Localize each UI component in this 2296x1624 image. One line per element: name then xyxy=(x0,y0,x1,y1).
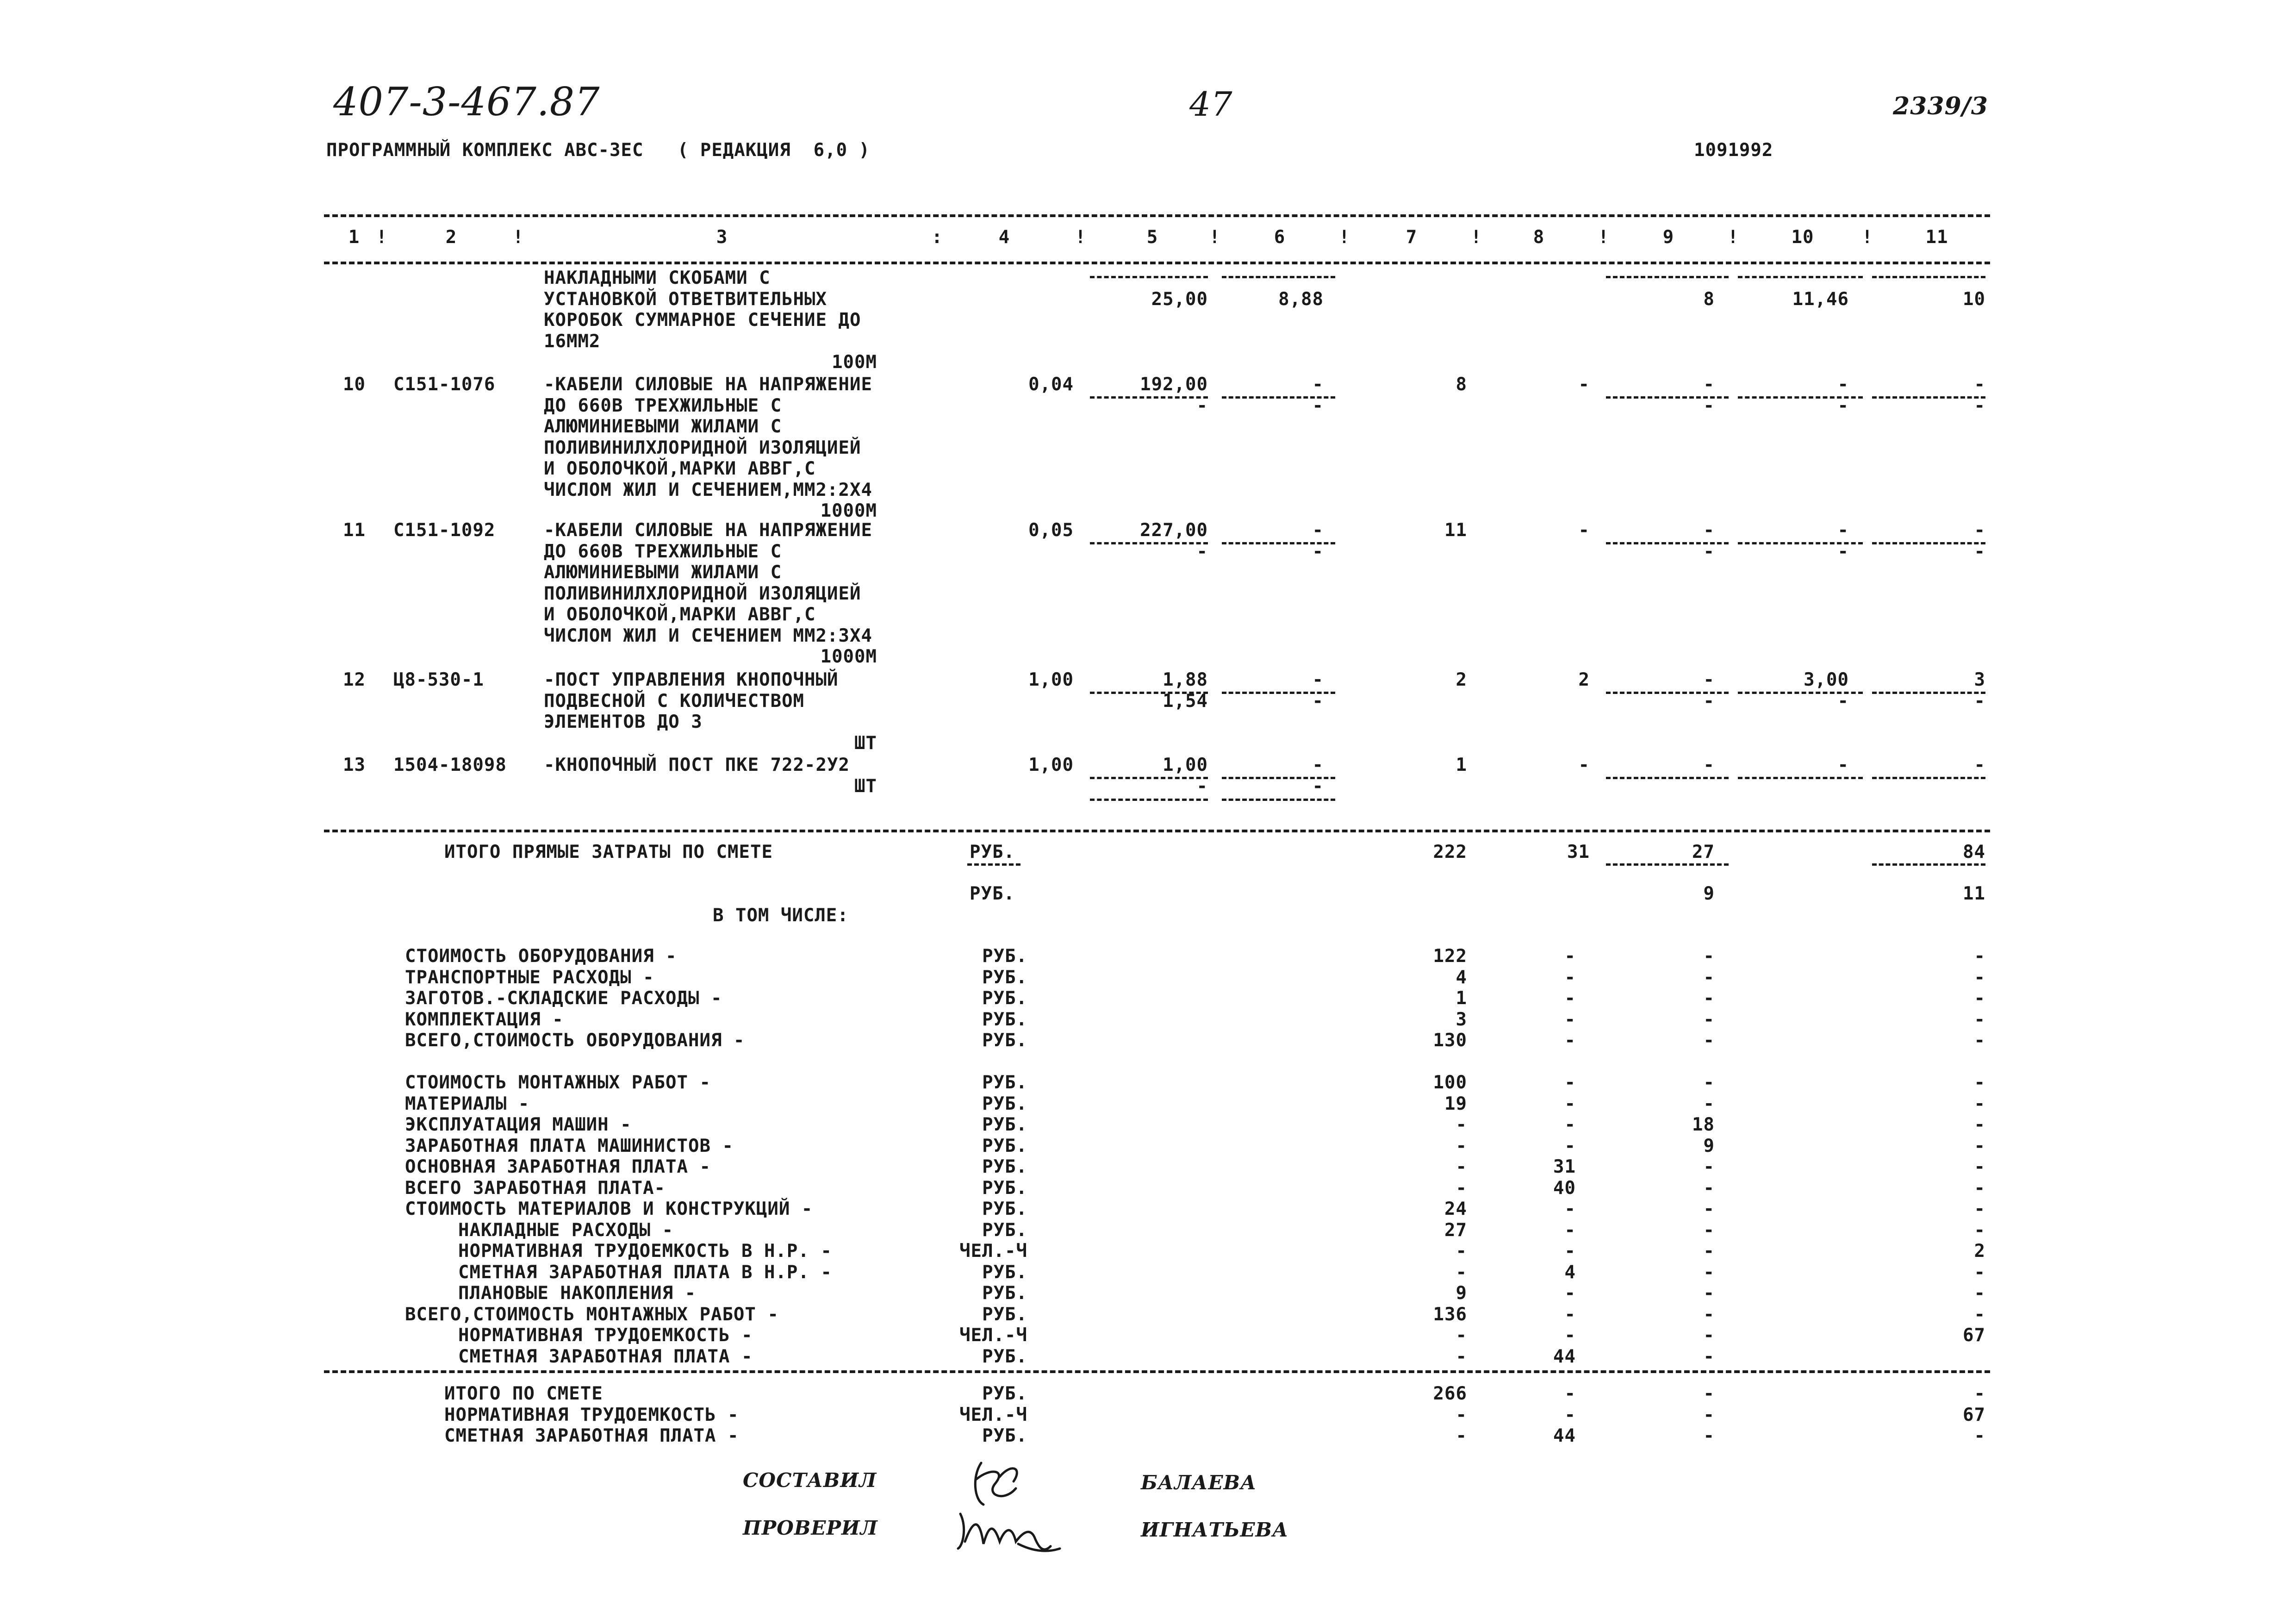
item-subvalue-c6: - xyxy=(1312,690,1324,712)
item-unit: 1000М xyxy=(820,646,877,667)
item-subvalue-c11: - xyxy=(1974,541,1985,562)
totals-value-c7: - xyxy=(1456,1425,1467,1446)
totals-value-c8: 44 xyxy=(1553,1425,1576,1446)
breakdown-value-c7: - xyxy=(1456,1135,1467,1156)
breakdown-value-c7: - xyxy=(1456,1241,1467,1262)
breakdown-value-c9: - xyxy=(1703,1030,1715,1051)
breakdown-value-c8: - xyxy=(1564,1030,1576,1051)
item-number: 10 xyxy=(343,374,366,395)
item-value-c10: 11,46 xyxy=(1792,288,1849,310)
breakdown-value-c11: - xyxy=(1974,1262,1985,1283)
breakdown-value-c9: - xyxy=(1703,1177,1715,1199)
item-subvalue-c5: - xyxy=(1196,541,1208,562)
breakdown-value-c11: - xyxy=(1974,1177,1985,1199)
breakdown-value-c9: - xyxy=(1703,1199,1715,1219)
column-header-3: 3 xyxy=(716,227,728,248)
checked-by-name: ИГНАТЬЕВА xyxy=(1141,1518,1289,1541)
item-value-c6: 8,88 xyxy=(1278,288,1324,310)
direct-costs-c9: 27 xyxy=(1692,842,1715,862)
totals-value-c8: - xyxy=(1564,1383,1576,1404)
breakdown-value-c11: - xyxy=(1974,967,1985,988)
item-subtotal-rule xyxy=(1872,777,1985,779)
item-subvalue-c10: - xyxy=(1837,690,1849,712)
item-description-line: КОРОБОК СУММАРНОЕ СЕЧЕНИЕ ДО xyxy=(544,310,861,331)
item-unit: ШТ xyxy=(854,775,877,797)
breakdown-label: ВСЕГО ЗАРАБОТНАЯ ПЛАТА- xyxy=(405,1177,666,1199)
breakdown-label: СТОИМОСТЬ ОБОРУДОВАНИЯ - xyxy=(405,946,677,967)
item-description-line: 16ММ2 xyxy=(544,331,601,352)
breakdown-value-c7: 100 xyxy=(1433,1072,1467,1093)
document-number: 1091992 xyxy=(1694,140,1773,161)
breakdown-value-c9: - xyxy=(1703,946,1715,967)
totals-value-c11: - xyxy=(1974,1383,1985,1404)
item-subvalue-c11: - xyxy=(1974,395,1985,416)
breakdown-value-c7: - xyxy=(1456,1262,1467,1283)
breakdown-label: КОМПЛЕКТАЦИЯ - xyxy=(405,1009,564,1030)
column-separator: ! xyxy=(1209,227,1221,248)
item-description-line: -КНОПОЧНЫЙ ПОСТ ПКЕ 722-2У2 xyxy=(544,755,850,775)
item-description-line: -ПОСТ УПРАВЛЕНИЯ КНОПОЧНЫЙ xyxy=(544,669,839,690)
column-separator: ! xyxy=(512,227,524,248)
item-value-c10: 3,00 xyxy=(1804,669,1849,690)
breakdown-unit: РУБ. xyxy=(982,967,1027,988)
item-value-c5: 25,00 xyxy=(1151,288,1208,310)
item-value-c5: 1,88 xyxy=(1163,669,1208,690)
item-subtotal-rule xyxy=(1606,276,1729,278)
totals-value-c9: - xyxy=(1703,1425,1715,1446)
item-value-c5: 227,00 xyxy=(1140,520,1208,541)
column-separator: ! xyxy=(376,227,388,248)
item-value-c6: - xyxy=(1312,669,1324,690)
direct-costs-unit: РУБ. xyxy=(970,842,1015,862)
breakdown-value-c11: - xyxy=(1974,946,1985,967)
breakdown-value-c8: 44 xyxy=(1553,1346,1576,1367)
column-separator: : xyxy=(931,227,943,248)
breakdown-unit: ЧЕЛ.-Ч xyxy=(959,1241,1027,1262)
item-value-c8: - xyxy=(1578,520,1590,541)
breakdown-value-c11: - xyxy=(1974,1156,1985,1177)
item-number: 12 xyxy=(343,669,366,690)
item-subtotal-rule xyxy=(1090,799,1208,801)
breakdown-value-c8: 4 xyxy=(1564,1262,1576,1283)
program-title: ПРОГРАММНЫЙ КОМПЛЕКС АВС-3ЕС ( РЕДАКЦИЯ 6,0 ) xyxy=(326,140,871,161)
breakdown-value-c11: - xyxy=(1974,1135,1985,1156)
breakdown-value-c9: 18 xyxy=(1692,1114,1715,1135)
breakdown-value-c7: - xyxy=(1456,1325,1467,1346)
item-subvalue-c9: - xyxy=(1703,541,1715,562)
breakdown-value-c8: - xyxy=(1564,1135,1576,1156)
breakdown-value-c7: - xyxy=(1456,1156,1467,1177)
direct-costs-sub9: 9 xyxy=(1703,883,1715,904)
breakdown-label: МАТЕРИАЛЫ - xyxy=(405,1093,530,1114)
column-header-7: 7 xyxy=(1406,227,1418,248)
item-description-line: АЛЮМИНИЕВЫМИ ЖИЛАМИ С xyxy=(544,562,782,583)
breakdown-value-c8: - xyxy=(1564,1283,1576,1304)
item-code: С151-1092 xyxy=(393,520,496,541)
item-value-c7: 1 xyxy=(1456,755,1467,775)
item-description-line: АЛЮМИНИЕВЫМИ ЖИЛАМИ С xyxy=(544,416,782,437)
breakdown-label: СМЕТНАЯ ЗАРАБОТНАЯ ПЛАТА - xyxy=(458,1346,753,1367)
item-value-c6: - xyxy=(1312,374,1324,395)
totals-label: НОРМАТИВНАЯ ТРУДОЕМКОСТЬ - xyxy=(444,1404,739,1425)
item-code: С151-1076 xyxy=(393,374,496,395)
item-subvalue-c6: - xyxy=(1312,775,1324,797)
breakdown-value-c11: - xyxy=(1974,1199,1985,1219)
item-value-c11: - xyxy=(1974,755,1985,775)
item-subtotal-rule xyxy=(1738,276,1863,278)
item-description-line: ПОЛИВИНИЛХЛОРИДНОЙ ИЗОЛЯЦИЕЙ xyxy=(544,437,861,458)
breakdown-unit: РУБ. xyxy=(982,946,1027,967)
breakdown-unit: РУБ. xyxy=(982,1283,1027,1304)
breakdown-value-c7: 3 xyxy=(1456,1009,1467,1030)
breakdown-value-c8: 31 xyxy=(1553,1156,1576,1177)
breakdown-label: СМЕТНАЯ ЗАРАБОТНАЯ ПЛАТА В Н.Р. - xyxy=(458,1262,832,1283)
breakdown-value-c11: - xyxy=(1974,1030,1985,1051)
breakdown-value-c7: 4 xyxy=(1456,967,1467,988)
item-description-line: ЧИСЛОМ ЖИЛ И СЕЧЕНИЕМ,ММ2:2Х4 xyxy=(544,479,872,500)
sheet-code: 2339/3 xyxy=(1893,92,1988,120)
item-unit: 1000М xyxy=(820,500,877,521)
item-subtotal-rule xyxy=(1222,799,1335,801)
breakdown-unit: РУБ. xyxy=(982,1199,1027,1219)
item-value-c4: 0,04 xyxy=(1028,374,1074,395)
breakdown-value-c7: - xyxy=(1456,1346,1467,1367)
breakdown-value-c9: - xyxy=(1703,1283,1715,1304)
item-subvalue-c10: - xyxy=(1837,395,1849,416)
breakdown-value-c9: - xyxy=(1703,1009,1715,1030)
breakdown-value-c11: - xyxy=(1974,988,1985,1009)
breakdown-value-c8: - xyxy=(1564,1093,1576,1114)
item-value-c4: 1,00 xyxy=(1028,669,1074,690)
item-value-c7: 8 xyxy=(1456,374,1467,395)
item-subtotal-rule xyxy=(1090,276,1208,278)
breakdown-value-c7: 27 xyxy=(1444,1219,1467,1241)
breakdown-label: НОРМАТИВНАЯ ТРУДОЕМКОСТЬ - xyxy=(458,1325,753,1346)
item-number: 13 xyxy=(343,755,366,775)
direct-costs-subunit: РУБ. xyxy=(970,883,1015,904)
breakdown-unit: РУБ. xyxy=(982,988,1027,1009)
breakdown-value-c8: - xyxy=(1564,1009,1576,1030)
item-description-line: ПОЛИВИНИЛХЛОРИДНОЙ ИЗОЛЯЦИЕЙ xyxy=(544,583,861,604)
breakdown-unit: РУБ. xyxy=(982,1219,1027,1241)
breakdown-value-c9: 9 xyxy=(1703,1135,1715,1156)
breakdown-value-c11: - xyxy=(1974,1093,1985,1114)
totals-value-c8: - xyxy=(1564,1404,1576,1425)
item-description-line: ДО 660В ТРЕХЖИЛЬНЫЕ С xyxy=(544,395,782,416)
item-subvalue-c11: - xyxy=(1974,690,1985,712)
breakdown-value-c11: - xyxy=(1974,1219,1985,1241)
breakdown-value-c8: 40 xyxy=(1553,1177,1576,1199)
breakdown-value-c9: - xyxy=(1703,988,1715,1009)
breakdown-value-c8: - xyxy=(1564,988,1576,1009)
item-value-c6: - xyxy=(1312,755,1324,775)
item-value-c11: - xyxy=(1974,374,1985,395)
breakdown-value-c9: - xyxy=(1703,1325,1715,1346)
item-value-c9: - xyxy=(1703,374,1715,395)
column-header-5: 5 xyxy=(1146,227,1158,248)
breakdown-value-c8: - xyxy=(1564,1241,1576,1262)
item-unit: ШТ xyxy=(854,732,877,754)
item-description-line: И ОБОЛОЧКОЙ,МАРКИ АВВГ,С xyxy=(544,458,816,479)
item-value-c11: 10 xyxy=(1963,288,1985,310)
breakdown-value-c11: - xyxy=(1974,1283,1985,1304)
breakdown-unit: РУБ. xyxy=(982,1177,1027,1199)
breakdown-label: СТОИМОСТЬ МОНТАЖНЫХ РАБОТ - xyxy=(405,1072,711,1093)
column-separator: ! xyxy=(1727,227,1739,248)
breakdown-value-c7: - xyxy=(1456,1114,1467,1135)
item-description-line: ЭЛЕМЕНТОВ ДО 3 xyxy=(544,712,703,732)
item-subvalue-c5: - xyxy=(1196,395,1208,416)
compiled-by-label: СОСТАВИЛ xyxy=(743,1469,877,1492)
item-description-line: ПОДВЕСНОЙ С КОЛИЧЕСТВОМ xyxy=(544,690,805,712)
totals-unit: ЧЕЛ.-Ч xyxy=(959,1404,1027,1425)
item-value-c11: 3 xyxy=(1974,669,1985,690)
breakdown-label: ТРАНСПОРТНЫЕ РАСХОДЫ - xyxy=(405,967,654,988)
breakdown-value-c7: 19 xyxy=(1444,1093,1467,1114)
item-description-line: УСТАНОВКОЙ ОТВЕТВИТЕЛЬНЫХ xyxy=(544,288,827,310)
item-subvalue-c5: 1,54 xyxy=(1163,690,1208,712)
breakdown-unit: ЧЕЛ.-Ч xyxy=(959,1325,1027,1346)
breakdown-value-c8: - xyxy=(1564,1219,1576,1241)
item-value-c9: - xyxy=(1703,520,1715,541)
section-rule xyxy=(324,830,1990,832)
breakdown-value-c8: - xyxy=(1564,1114,1576,1135)
breakdown-value-c11: - xyxy=(1974,1009,1985,1030)
breakdown-label: НАКЛАДНЫЕ РАСХОДЫ - xyxy=(458,1219,674,1241)
breakdown-value-c11: 67 xyxy=(1963,1325,1985,1346)
item-subvalue-c9: - xyxy=(1703,690,1715,712)
breakdown-unit: РУБ. xyxy=(982,1156,1027,1177)
breakdown-unit: РУБ. xyxy=(982,1135,1027,1156)
breakdown-value-c11: 2 xyxy=(1974,1241,1985,1262)
breakdown-label: ВСЕГО,СТОИМОСТЬ МОНТАЖНЫХ РАБОТ - xyxy=(405,1304,779,1325)
header-bottom-rule xyxy=(324,262,1990,264)
item-subtotal-rule xyxy=(1872,276,1985,278)
breakdown-value-c9: - xyxy=(1703,1262,1715,1283)
breakdown-value-c7: 130 xyxy=(1433,1030,1467,1051)
direct-costs-label: ИТОГО ПРЯМЫЕ ЗАТРАТЫ ПО СМЕТЕ xyxy=(444,842,773,862)
breakdown-value-c9: - xyxy=(1703,1241,1715,1262)
column-header-6: 6 xyxy=(1274,227,1286,248)
table-top-rule xyxy=(324,214,1990,217)
column-separator: ! xyxy=(1598,227,1610,248)
breakdown-value-c7: 136 xyxy=(1433,1304,1467,1325)
column-header-1: 1 xyxy=(348,227,360,248)
item-subvalue-c6: - xyxy=(1312,395,1324,416)
totals-unit: РУБ. xyxy=(982,1383,1027,1404)
breakdown-value-c9: - xyxy=(1703,1093,1715,1114)
column-header-2: 2 xyxy=(445,227,457,248)
direct-costs-c7: 222 xyxy=(1433,842,1467,862)
breakdown-value-c7: 24 xyxy=(1444,1199,1467,1219)
direct-costs-rule xyxy=(1872,863,1985,866)
direct-costs-rule xyxy=(1606,863,1729,866)
item-subvalue-c5: - xyxy=(1196,775,1208,797)
breakdown-unit: РУБ. xyxy=(982,1304,1027,1325)
column-separator: ! xyxy=(1338,227,1350,248)
item-description-line: ЧИСЛОМ ЖИЛ И СЕЧЕНИЕМ ММ2:3Х4 xyxy=(544,625,872,646)
item-subtotal-rule xyxy=(1606,777,1729,779)
breakdown-value-c8: - xyxy=(1564,1072,1576,1093)
item-description-line: ДО 660В ТРЕХЖИЛЬНЫЕ С xyxy=(544,541,782,562)
item-value-c4: 1,00 xyxy=(1028,755,1074,775)
item-value-c10: - xyxy=(1837,520,1849,541)
item-subtotal-rule xyxy=(1222,276,1335,278)
breakdown-unit: РУБ. xyxy=(982,1030,1027,1051)
totals-value-c7: - xyxy=(1456,1404,1467,1425)
breakdown-unit: РУБ. xyxy=(982,1093,1027,1114)
document-code: 407-3-467.87 xyxy=(333,79,600,125)
breakdown-value-c11: - xyxy=(1974,1114,1985,1135)
item-value-c10: - xyxy=(1837,755,1849,775)
item-description-line: -КАБЕЛИ СИЛОВЫЕ НА НАПРЯЖЕНИЕ xyxy=(544,374,872,395)
breakdown-value-c7: 122 xyxy=(1433,946,1467,967)
totals-value-c11: - xyxy=(1974,1425,1985,1446)
totals-value-c7: 266 xyxy=(1433,1383,1467,1404)
item-value-c10: - xyxy=(1837,374,1849,395)
item-value-c9: - xyxy=(1703,669,1715,690)
breakdown-value-c11: - xyxy=(1974,1304,1985,1325)
column-header-4: 4 xyxy=(998,227,1010,248)
breakdown-unit: РУБ. xyxy=(982,1346,1027,1367)
item-unit: 100М xyxy=(832,352,877,373)
direct-costs-unit-rule xyxy=(967,863,1020,866)
breakdown-value-c9: - xyxy=(1703,967,1715,988)
item-description-line: И ОБОЛОЧКОЙ,МАРКИ АВВГ,С xyxy=(544,604,816,625)
breakdown-value-c8: - xyxy=(1564,1325,1576,1346)
item-description-line: -КАБЕЛИ СИЛОВЫЕ НА НАПРЯЖЕНИЕ xyxy=(544,520,872,541)
breakdown-label: ВСЕГО,СТОИМОСТЬ ОБОРУДОВАНИЯ - xyxy=(405,1030,745,1051)
item-code: 1504-18098 xyxy=(393,755,507,775)
checked-by-label: ПРОВЕРИЛ xyxy=(743,1517,878,1539)
totals-value-c11: 67 xyxy=(1963,1404,1985,1425)
item-value-c4: 0,05 xyxy=(1028,520,1074,541)
totals-value-c9: - xyxy=(1703,1404,1715,1425)
column-header-10: 10 xyxy=(1791,227,1814,248)
breakdown-value-c9: - xyxy=(1703,1072,1715,1093)
breakdown-label: СТОИМОСТЬ МАТЕРИАЛОВ И КОНСТРУКЦИЙ - xyxy=(405,1199,813,1219)
breakdown-value-c9: - xyxy=(1703,1346,1715,1367)
column-header-8: 8 xyxy=(1533,227,1545,248)
item-value-c5: 192,00 xyxy=(1140,374,1208,395)
direct-costs-c8: 31 xyxy=(1567,842,1590,862)
breakdown-value-c9: - xyxy=(1703,1304,1715,1325)
item-value-c5: 1,00 xyxy=(1163,755,1208,775)
including-label: В ТОМ ЧИСЛЕ: xyxy=(713,905,849,926)
column-header-9: 9 xyxy=(1662,227,1674,248)
breakdown-value-c7: 9 xyxy=(1456,1283,1467,1304)
signature-compiled xyxy=(975,1463,1017,1505)
breakdown-value-c11: - xyxy=(1974,1072,1985,1093)
item-number: 11 xyxy=(343,520,366,541)
breakdown-label: ПЛАНОВЫЕ НАКОПЛЕНИЯ - xyxy=(458,1283,697,1304)
column-separator: ! xyxy=(1075,227,1087,248)
page-number: 47 xyxy=(1189,85,1233,124)
item-subvalue-c6: - xyxy=(1312,541,1324,562)
breakdown-value-c7: 1 xyxy=(1456,988,1467,1009)
breakdown-value-c8: - xyxy=(1564,1304,1576,1325)
item-value-c9: 8 xyxy=(1703,288,1715,310)
breakdown-label: ЭКСПЛУАТАЦИЯ МАШИН - xyxy=(405,1114,632,1135)
breakdown-label: ОСНОВНАЯ ЗАРАБОТНАЯ ПЛАТА - xyxy=(405,1156,711,1177)
totals-label: СМЕТНАЯ ЗАРАБОТНАЯ ПЛАТА - xyxy=(444,1425,739,1446)
column-separator: ! xyxy=(1861,227,1873,248)
item-code: Ц8-530-1 xyxy=(393,669,484,690)
breakdown-value-c8: - xyxy=(1564,946,1576,967)
breakdown-value-c9: - xyxy=(1703,1219,1715,1241)
item-value-c7: 2 xyxy=(1456,669,1467,690)
column-separator: ! xyxy=(1470,227,1482,248)
item-value-c8: - xyxy=(1578,374,1590,395)
column-header-11: 11 xyxy=(1925,227,1948,248)
item-subtotal-rule xyxy=(1738,777,1863,779)
item-value-c11: - xyxy=(1974,520,1985,541)
totals-value-c9: - xyxy=(1703,1383,1715,1404)
totals-label: ИТОГО ПО СМЕТЕ xyxy=(444,1383,603,1404)
breakdown-value-c9: - xyxy=(1703,1156,1715,1177)
direct-costs-sub11: 11 xyxy=(1963,883,1985,904)
breakdown-value-c7: - xyxy=(1456,1177,1467,1199)
breakdown-unit: РУБ. xyxy=(982,1009,1027,1030)
item-value-c6: - xyxy=(1312,520,1324,541)
breakdown-unit: РУБ. xyxy=(982,1262,1027,1283)
signature-checked xyxy=(958,1514,1060,1551)
item-description-line: НАКЛАДНЫМИ СКОБАМИ С xyxy=(544,268,771,288)
item-value-c8: - xyxy=(1578,755,1590,775)
breakdown-unit: РУБ. xyxy=(982,1072,1027,1093)
item-value-c9: - xyxy=(1703,755,1715,775)
compiled-by-name: БАЛАЕВА xyxy=(1141,1471,1257,1494)
item-value-c7: 11 xyxy=(1444,520,1467,541)
item-value-c8: 2 xyxy=(1578,669,1590,690)
item-subvalue-c10: - xyxy=(1837,541,1849,562)
totals-rule xyxy=(324,1370,1990,1373)
breakdown-label: НОРМАТИВНАЯ ТРУДОЕМКОСТЬ В Н.Р. - xyxy=(458,1241,832,1262)
breakdown-label: ЗАГОТОВ.-СКЛАДСКИЕ РАСХОДЫ - xyxy=(405,988,722,1009)
item-subvalue-c9: - xyxy=(1703,395,1715,416)
breakdown-value-c8: - xyxy=(1564,1199,1576,1219)
totals-unit: РУБ. xyxy=(982,1425,1027,1446)
breakdown-value-c8: - xyxy=(1564,967,1576,988)
breakdown-label: ЗАРАБОТНАЯ ПЛАТА МАШИНИСТОВ - xyxy=(405,1135,734,1156)
direct-costs-c11: 84 xyxy=(1963,842,1985,862)
breakdown-unit: РУБ. xyxy=(982,1114,1027,1135)
